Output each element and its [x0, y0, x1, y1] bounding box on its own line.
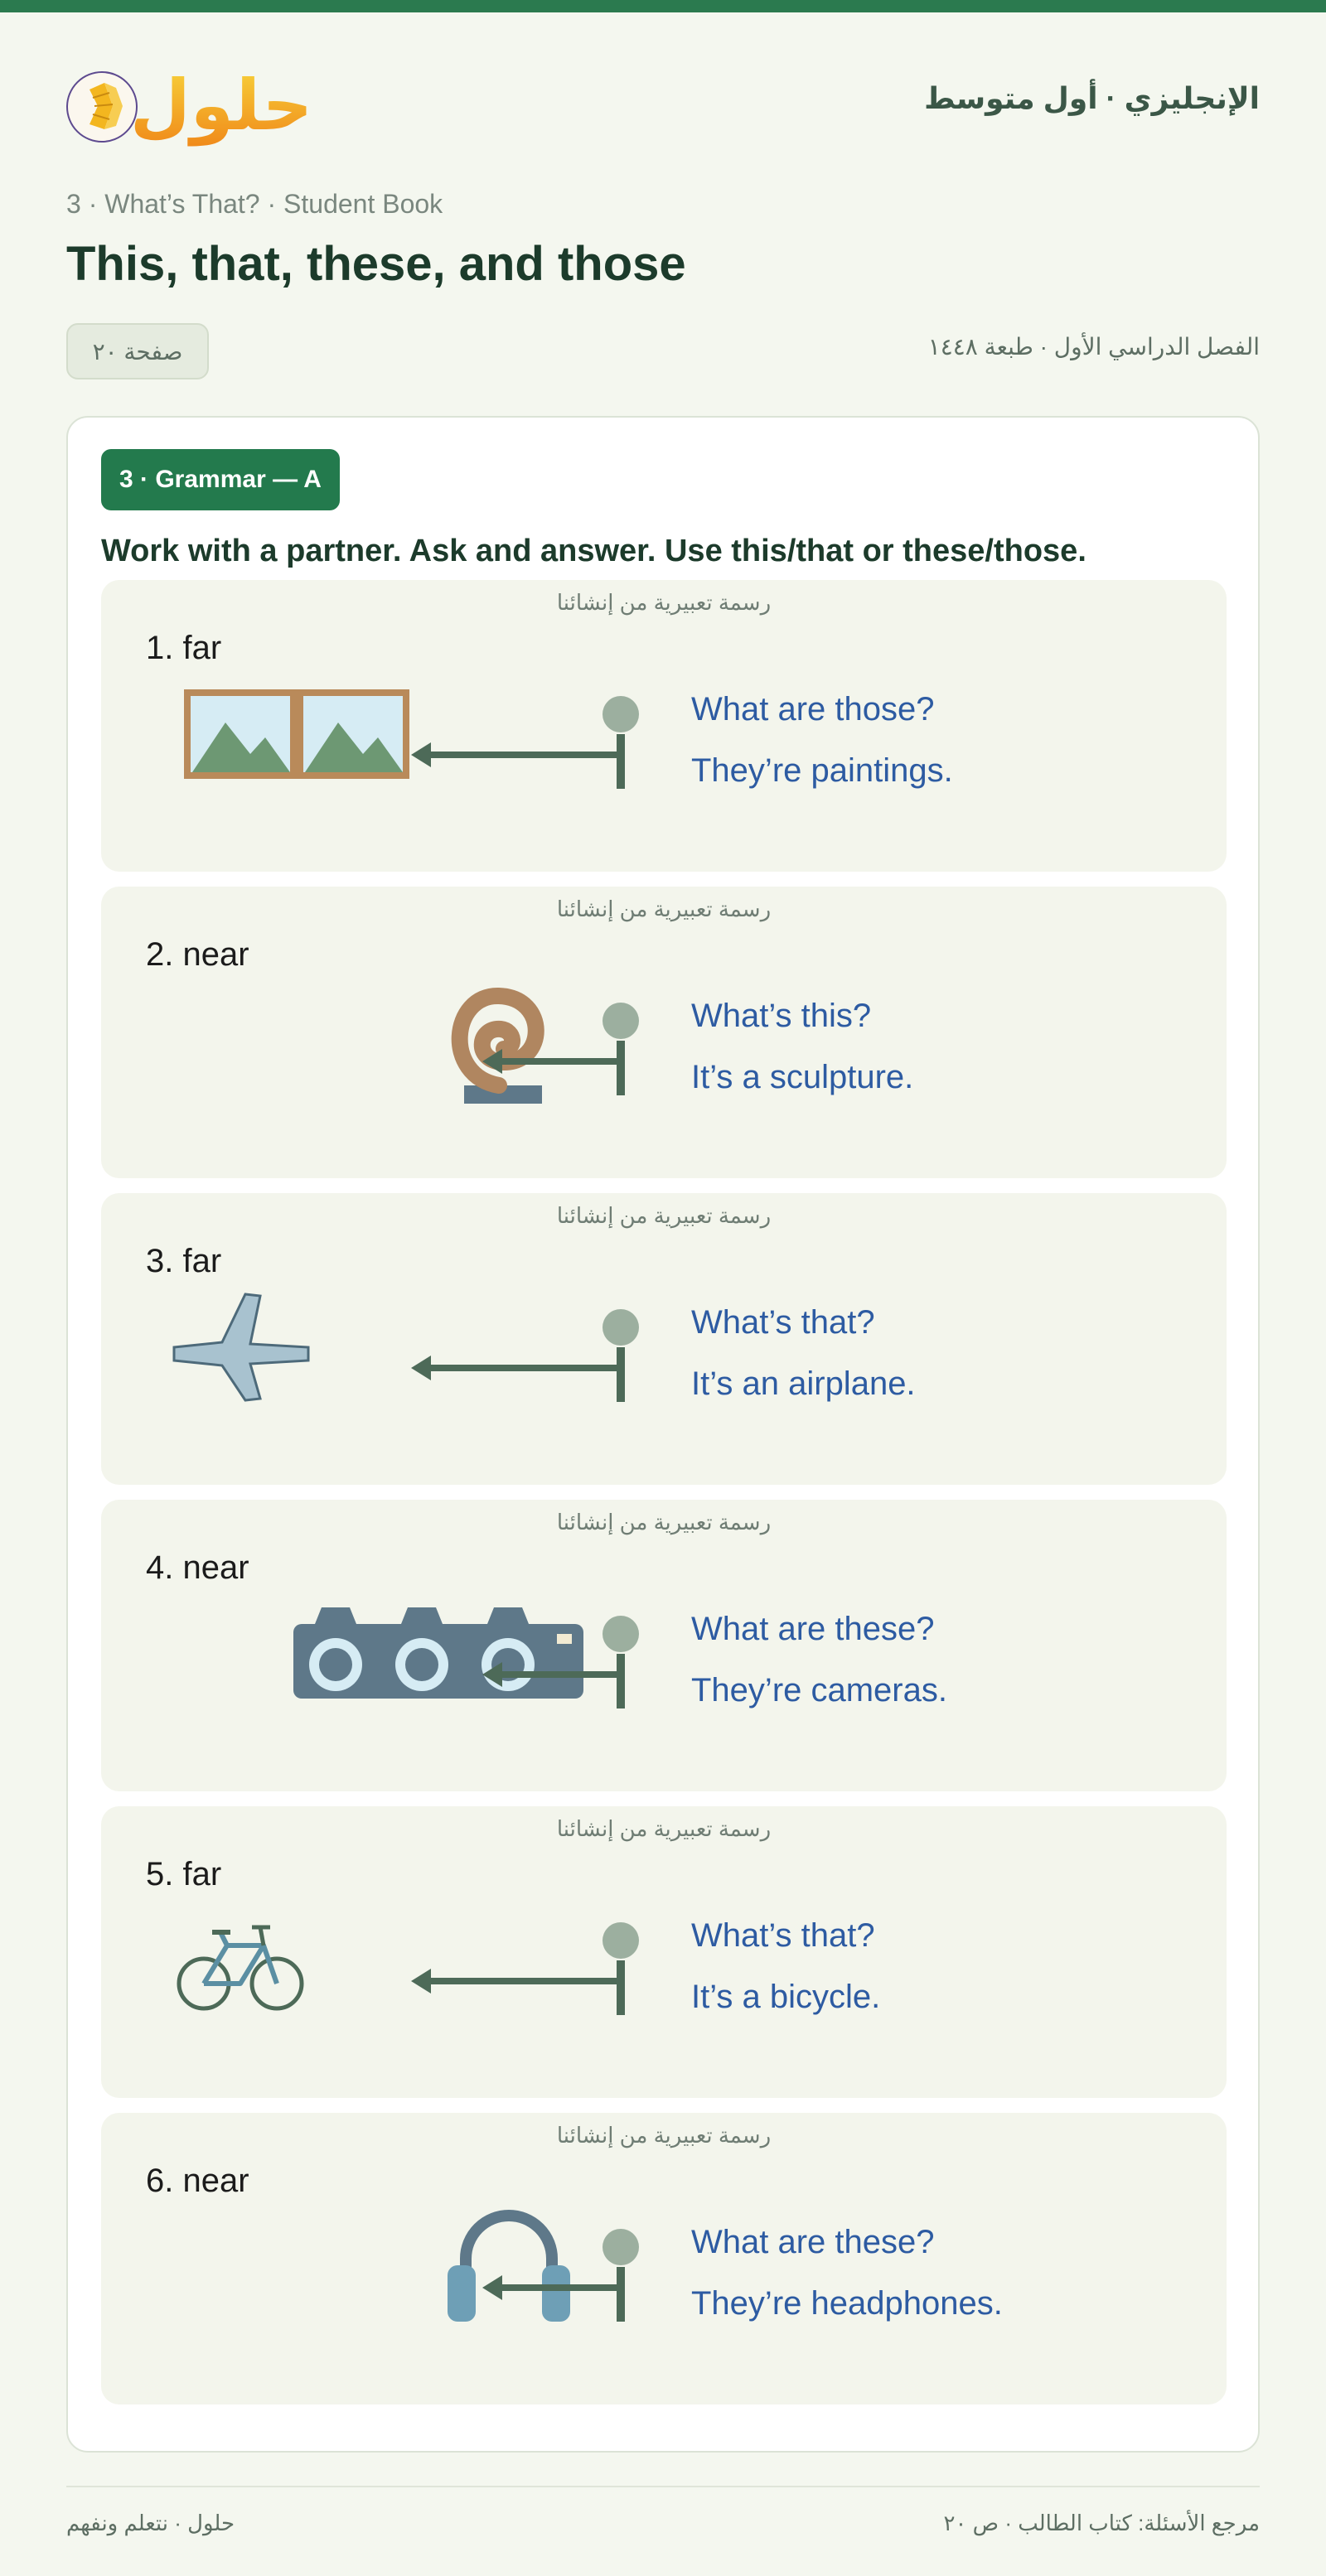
exercise-item: [101, 580, 1227, 872]
semester-info: الفصل الدراسي الأول · طبعة ١٤٤٨: [927, 334, 1260, 360]
item-label: 6. near: [146, 2163, 249, 2199]
bicycle-icon: [101, 1806, 681, 2098]
question-text: What are those?: [691, 691, 935, 727]
answer-text: It’s a sculpture.: [691, 1059, 914, 1095]
exercise-item: [101, 1500, 1227, 1791]
headphones-icon: [101, 2113, 681, 2404]
svg-text:حلول: حلول: [129, 65, 313, 146]
answer-text: They’re paintings.: [691, 752, 953, 789]
illustration-caption: رسمة تعبيرية من إنشائنا: [556, 1203, 772, 1228]
answer-text: They’re cameras.: [691, 1672, 947, 1708]
logo-wordmark: [129, 56, 313, 147]
exercise-item: [101, 1193, 1227, 1485]
section-badge: 3 · Grammar — A: [101, 449, 340, 510]
item-label: 2. near: [146, 936, 249, 973]
answer-text: It’s a bicycle.: [691, 1979, 881, 2015]
item-label: 4. near: [146, 1549, 249, 1586]
cameras-icon: [101, 1500, 681, 1791]
header: [66, 56, 1260, 147]
footer-reference: مرجع الأسئلة: كتاب الطالب · ص ٢٠: [943, 2511, 1260, 2535]
answer-text: It’s an airplane.: [691, 1365, 916, 1402]
item-label: 3. far: [146, 1243, 222, 1279]
logo[interactable]: [66, 56, 313, 147]
question-text: What are these?: [691, 1611, 935, 1647]
illustration-caption: رسمة تعبيرية من إنشائنا: [556, 1510, 772, 1534]
paintings-icon: [101, 580, 681, 872]
footer-divider: [66, 2486, 1260, 2487]
illustration-caption: رسمة تعبيرية من إنشائنا: [556, 1816, 772, 1841]
question-text: What are these?: [691, 2224, 935, 2260]
sculpture-icon: [101, 887, 681, 1178]
subject-title: الإنجليزي · أول متوسط: [924, 81, 1260, 115]
exercise-card: [66, 416, 1260, 2453]
item-label: 1. far: [146, 630, 222, 666]
illustration-caption: رسمة تعبيرية من إنشائنا: [556, 2123, 772, 2148]
question-text: What’s this?: [691, 998, 872, 1034]
answer-text: They’re headphones.: [691, 2285, 1003, 2322]
airplane-icon: [101, 1193, 681, 1485]
item-label: 5. far: [146, 1856, 222, 1892]
illustration-caption: رسمة تعبيرية من إنشائنا: [556, 590, 772, 615]
exercise-item: [101, 1806, 1227, 2098]
question-text: What’s that?: [691, 1304, 875, 1341]
breadcrumb: 3 · What’s That? · Student Book: [66, 189, 443, 219]
book-icon: [66, 71, 138, 143]
exercise-instruction: Work with a partner. Ask and answer. Use this/that or these/those.: [101, 534, 1086, 568]
footer-brand: حلول · نتعلم ونفهم: [66, 2511, 235, 2535]
question-text: What’s that?: [691, 1917, 875, 1954]
page-title: This, that, these, and those: [66, 237, 686, 291]
illustration-caption: رسمة تعبيرية من إنشائنا: [556, 897, 772, 921]
exercise-item: [101, 2113, 1227, 2404]
exercise-item: [101, 887, 1227, 1178]
top-accent-bar: [0, 0, 1326, 12]
page-number-badge: صفحة ٢٠: [66, 323, 209, 379]
